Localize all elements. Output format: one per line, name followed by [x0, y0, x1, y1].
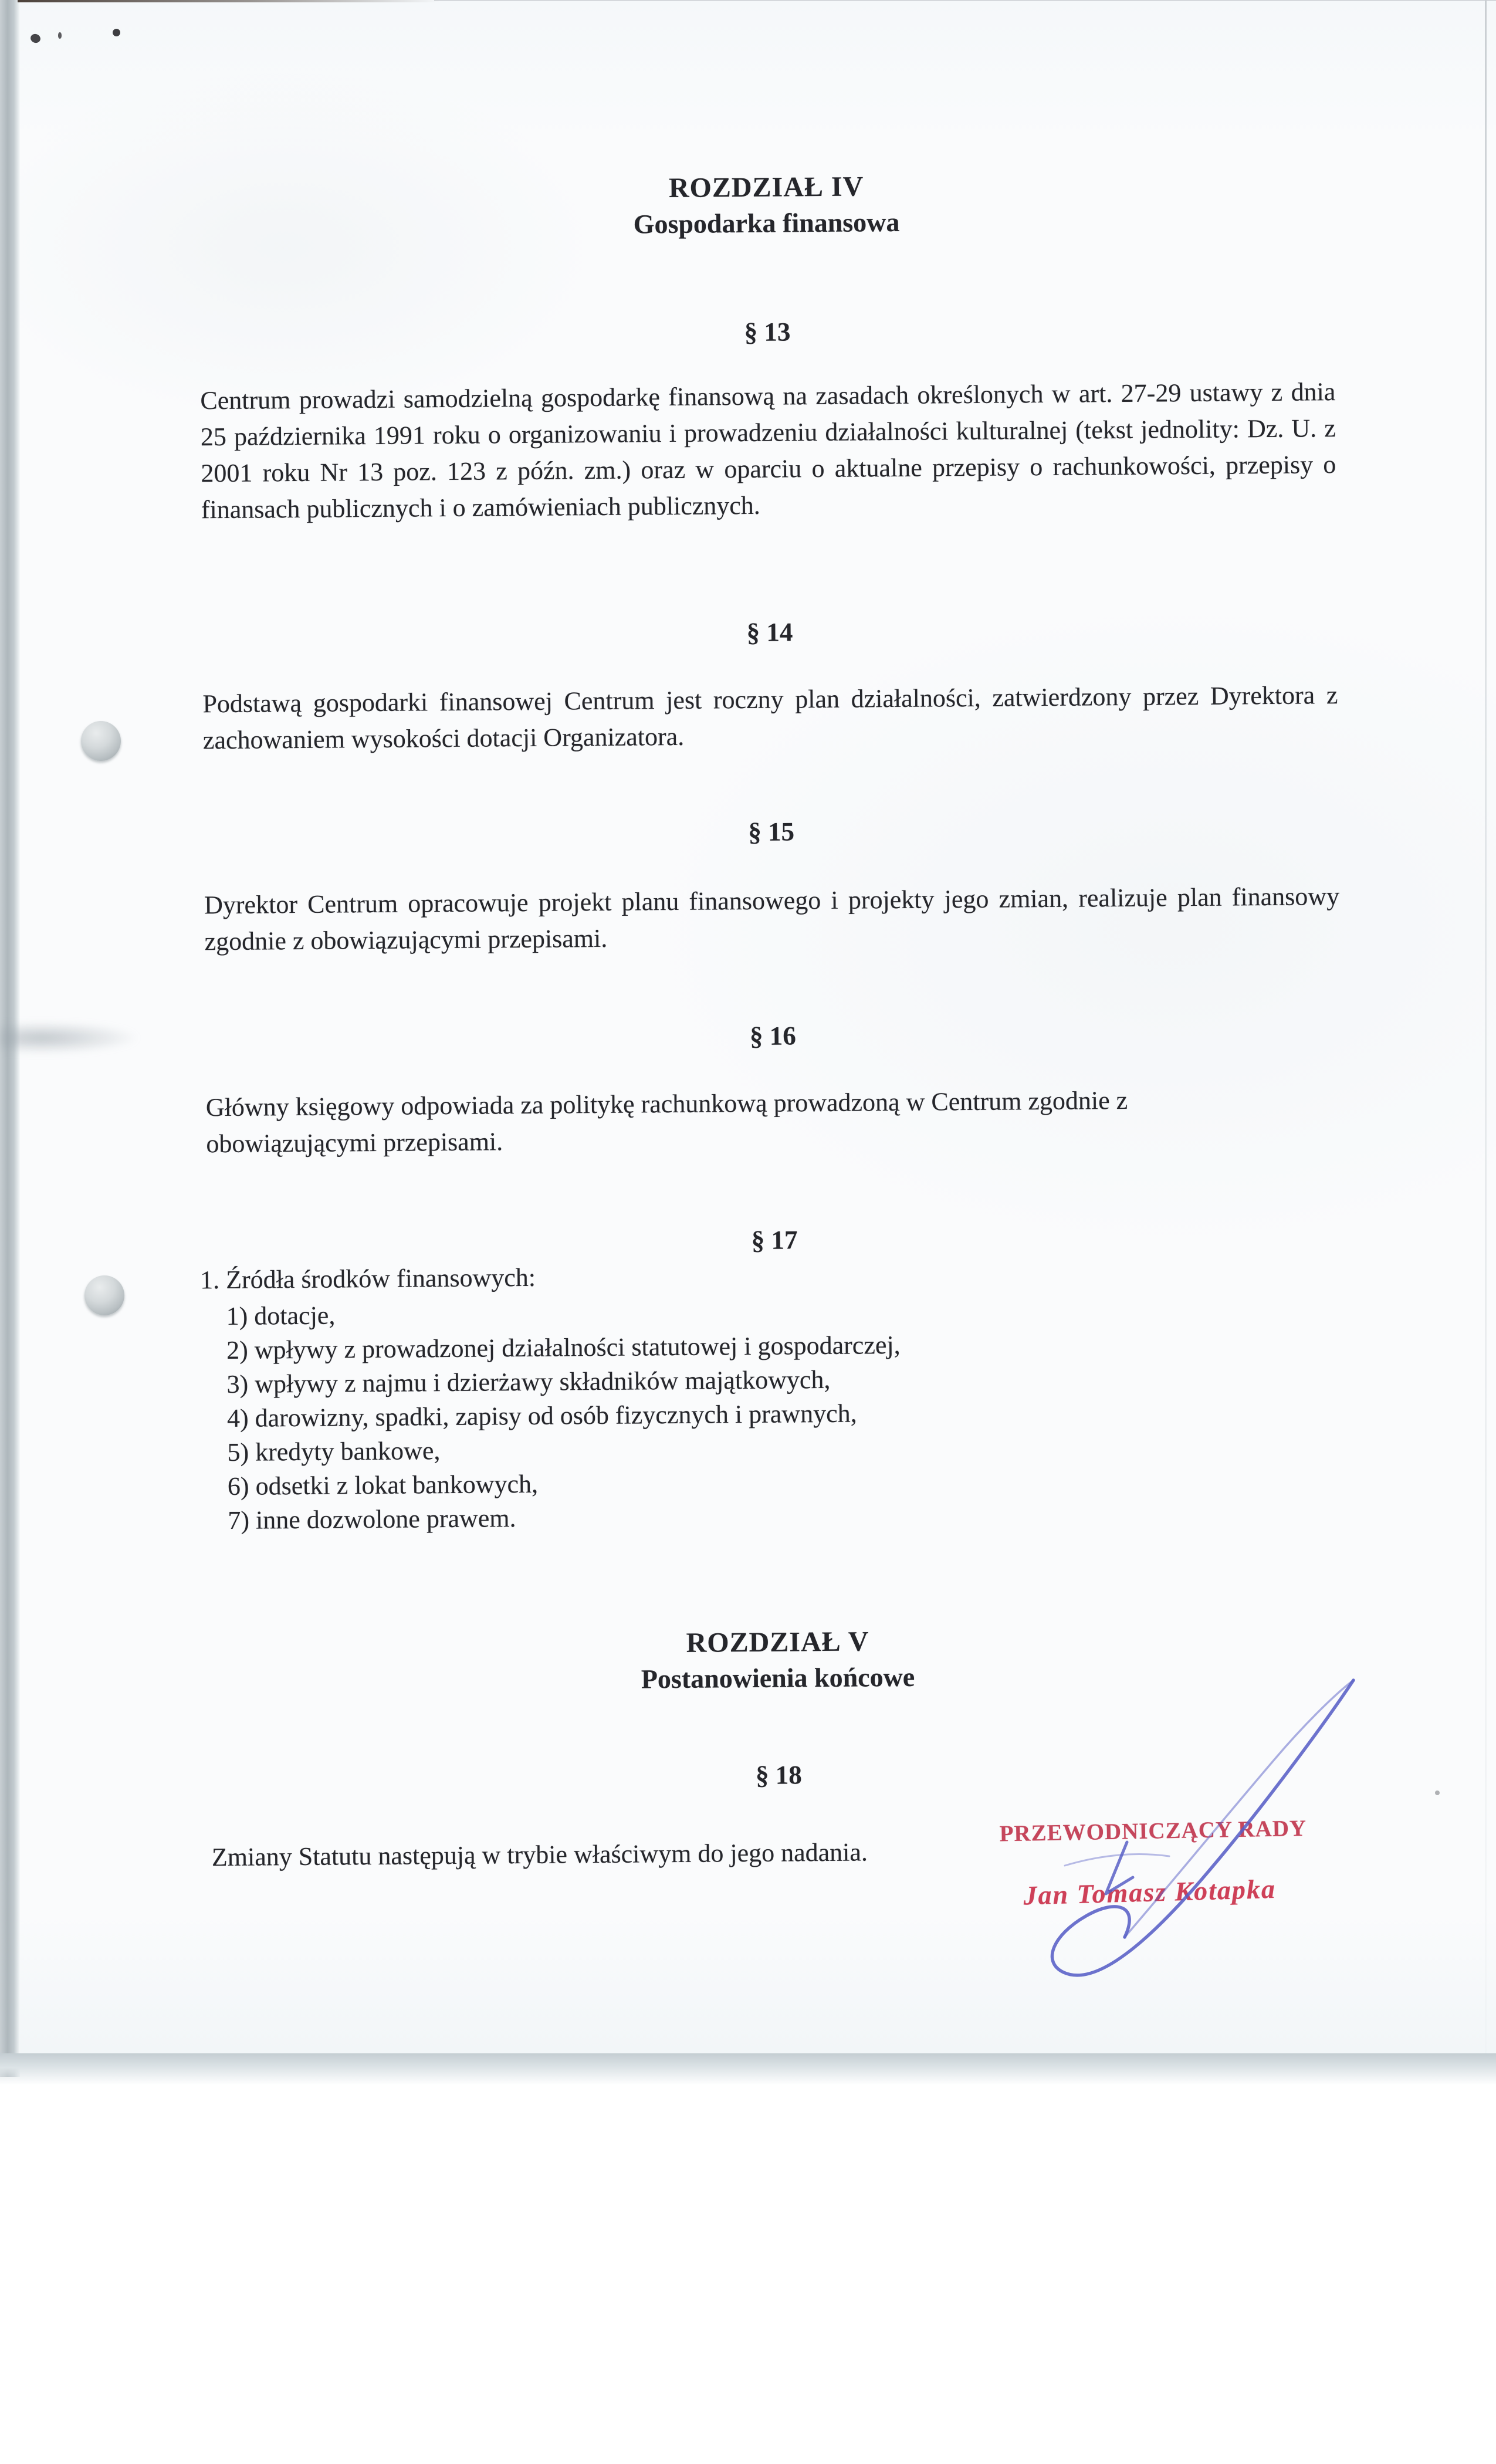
section-16-paragraph: Główny księgowy odpowiada za politykę rachunkową prowadzoną w Centrum zgodnie z obowiązującymi przepisami.: [205, 1085, 1128, 1159]
handwritten-signature-ink: [971, 1672, 1387, 2003]
chapter-iv-title: Gospodarka finansowa: [633, 207, 900, 239]
list-item: 4) darowizny, spadki, zapisy od osób fizycznych i prawnych,: [226, 1399, 857, 1433]
stamp-name: Jan Tomasz Kotapka: [1023, 1873, 1277, 1911]
section-17-intro: 1. Źródła środków finansowych:: [199, 1263, 536, 1295]
page-bottom-shadow: [0, 2053, 1496, 2085]
stamp-title: PRZEWODNICZĄCY RADY: [999, 1815, 1307, 1847]
chapter-iv-label: ROZDZIAŁ IV: [668, 171, 864, 204]
list-item: 1) dotacje,: [226, 1301, 336, 1331]
list-item: 3) wpływy z najmu i dzierżawy składników majątkowych,: [226, 1365, 831, 1399]
scan-top-edge: [18, 0, 440, 2]
section-17-list: [226, 1294, 902, 1538]
section-15-heading: § 15: [748, 817, 795, 847]
section-15-paragraph: Dyrektor Centrum opracowuje projekt planu finansowego i projekty jego zmian, realizuje plan finansowy zgodnie z obowiązującymi przepisami.: [204, 882, 1340, 956]
list-item: 6) odsetki z lokat bankowych,: [227, 1469, 539, 1501]
section-13-heading: § 13: [744, 317, 791, 347]
section-14-heading: § 14: [746, 617, 793, 647]
section-16-heading: § 16: [749, 1021, 796, 1051]
list-item: 2) wpływy z prowadzonej działalności statutowej i gospodarczej,: [226, 1330, 901, 1365]
section-17-heading: § 17: [751, 1225, 798, 1255]
section-18-heading: § 18: [755, 1760, 802, 1790]
section-14-paragraph: Podstawą gospodarki finansowej Centrum jest roczny plan działalności, zatwierdzony przez Dyrektora z zachowaniem wysokości dotacji Organizatora.: [202, 681, 1338, 755]
chapter-v-label: ROZDZIAŁ V: [686, 1626, 869, 1659]
list-item: 7) inne dozwolone prawem.: [228, 1504, 516, 1535]
chapter-v-title: Postanowienia końcowe: [641, 1661, 915, 1694]
section-18-paragraph: Zmiany Statutu następują w trybie właściwym do jego nadania.: [211, 1837, 868, 1872]
list-item: 5) kredyty bankowe,: [227, 1436, 441, 1467]
section-13-paragraph: Centrum prowadzi samodzielną gospodarkę finansową na zasadach określonych w art. 27-29 ustawy z dnia 25 października 1991 roku o organizowaniu i prowadzeniu działalności kulturalnej (tekst jednolity: Dz. U. z 2001 roku Nr 13 poz. 123 z późn. zm.) oraz w oparciu o aktualne przepisy o rachunkowości, przepisy o finansach publicznych i o zamówieniach publicznych.: [200, 377, 1336, 524]
